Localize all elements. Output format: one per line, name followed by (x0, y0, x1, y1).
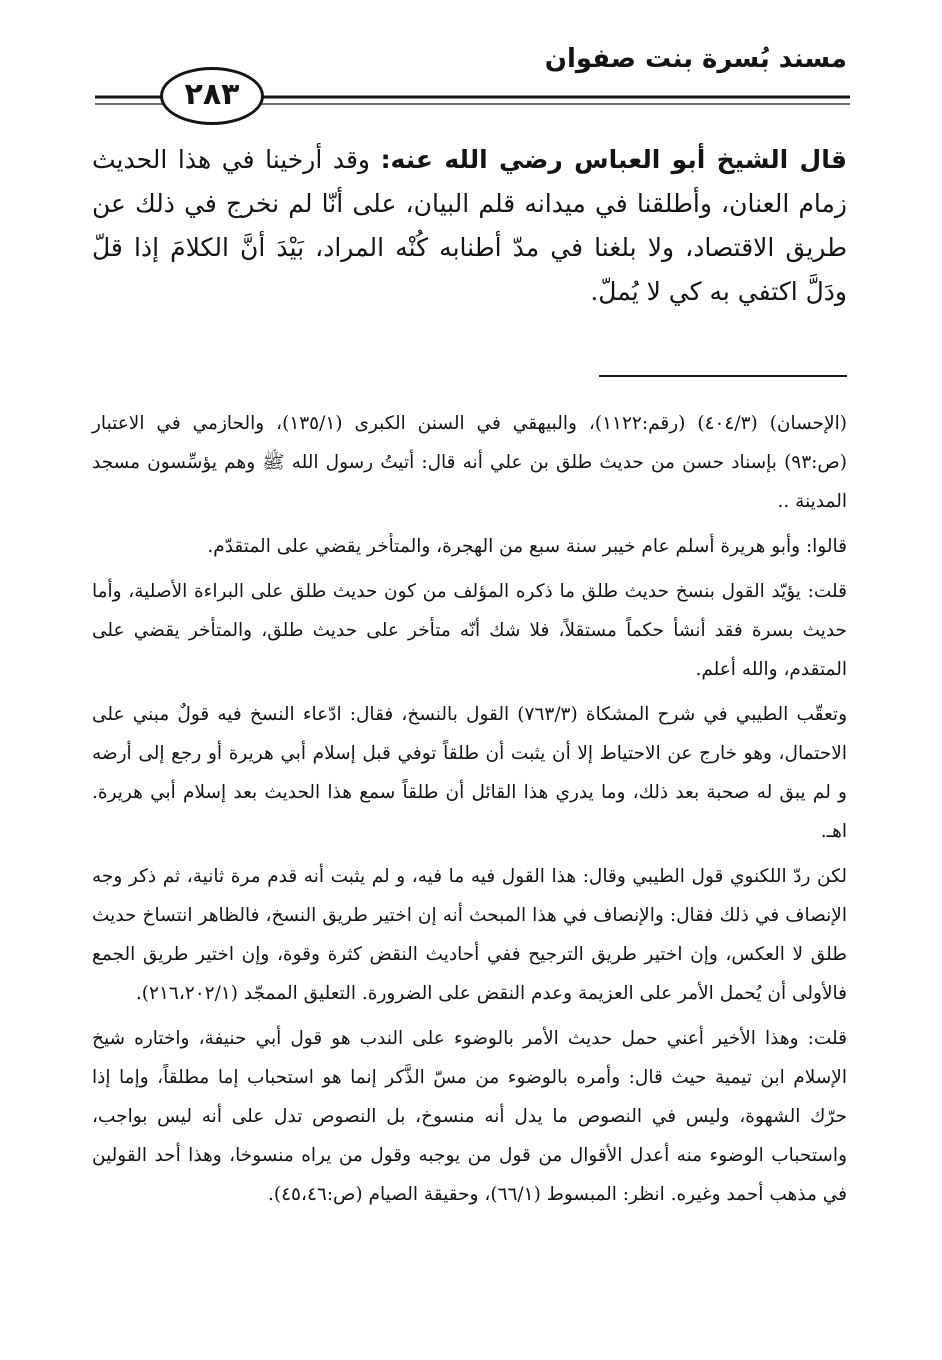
running-header-title: مسند بُسرة بنت صفوان (544, 44, 847, 74)
main-paragraph-text: وقد أرخينا في هذا الحديث زمام العنان، وأطلقنا في ميدانه قلم البيان، على أنّا لم نخرج في ذلك عن طريق الاقتصاد، ولا بلغنا في مدّ أطنابه كُنْه المراد، بَيْدَ أنَّ الكلامَ إذا قلّ ودَلَّ اكتفي به كي لا يُملّ. (92, 145, 847, 306)
footnotes-section (92, 404, 847, 1220)
footnote-paragraph: قالوا: وأبو هريرة أسلم عام خيبر سنة سبع من الهجرة، والمتأخر يقضي على المتقدّم. (207, 536, 847, 557)
footnote-paragraph: قلت: يؤيّد القول بنسخ حديث طلق ما ذكره المؤلف من كون حديث طلق على البراءة الأصلية، وأما حديث بسرة فقد أنشأ حكماً مستقلاً، فلا شك أنّه متأخر على حديث طلق، والمتأخر يقضي على المتقدم، والله أعلم. (92, 581, 847, 680)
page-number: ٢٨٣ (184, 77, 240, 112)
speaker-attribution: قال الشيخ أبو العباس رضي الله عنه: (380, 145, 847, 174)
main-paragraph (92, 138, 847, 314)
page-number-oval (160, 67, 264, 125)
footnote-separator (599, 375, 847, 377)
footnote-paragraph: لكن ردّ اللكنوي قول الطيبي وقال: هذا القول فيه ما فيه، و لم يثبت أنه قدم مرة ثانية، ثم ذكر وجه الإنصاف في ذلك فقال: والإنصاف في هذا المبحث أنه إن اختير طريق النسخ، فالظاهر انتساخ حديث طلق لا العكس، وإن اختير طريق الترجيح ففي أحاديث النقض كثرة وقوة، وإن اختير طريق الجمع فالأولى أن يُحمل الأمر على العزيمة وعدم النقض على الضرورة. التعليق الممجّد (٢١٦،٢٠٢/١). (92, 866, 847, 1004)
footnote-paragraph: وتعقّب الطيبي في شرح المشكاة (٧٦٣/٣) القول بالنسخ، فقال: ادّعاء النسخ فيه قولٌ مبني على الاحتمال، وهو خارج عن الاحتياط إلا أن يثبت أن طلقاً توفي قبل إسلام أبي هريرة أو رجع إلى أرضه و لم يبق له صحبة بعد ذلك، وما يدري هذا القائل أن طلقاً سمع هذا الحديث بعد إسلام أبي هريرة. اهـ. (92, 704, 847, 842)
footnote-paragraph: (الإحسان) (٤٠٤/٣) (رقم:١١٢٢)، والبيهقي في السنن الكبرى (١٣٥/١)، والحازمي في الاعتبار (ص:٩٣) بإسناد حسن من حديث طلق بن علي أنه قال: أتيتُ رسول الله ﷺ وهم يؤسِّسون مسجد المدينة .. (92, 413, 847, 512)
footnote-paragraph: قلت: وهذا الأخير أعني حمل حديث الأمر بالوضوء على الندب هو قول أبي حنيفة، واختاره شيخ الإسلام ابن تيمية حيث قال: وأمره بالوضوء من مسّ الذَّكر إنما هو استحباب إما مطلقاً، وإما إذا حرّك الشهوة، وليس في النصوص ما يدل أنه منسوخ، بل النصوص تدل على أنه ليس بواجب، واستحباب الوضوء منه أعدل الأقوال من قول من يوجبه وقول من يراه منسوخا، وهذا أحد القولين في مذهب أحمد وغيره. انظر: المبسوط (٦٦/١)، وحقيقة الصيام (ص:٤٥،٤٦). (92, 1028, 847, 1205)
